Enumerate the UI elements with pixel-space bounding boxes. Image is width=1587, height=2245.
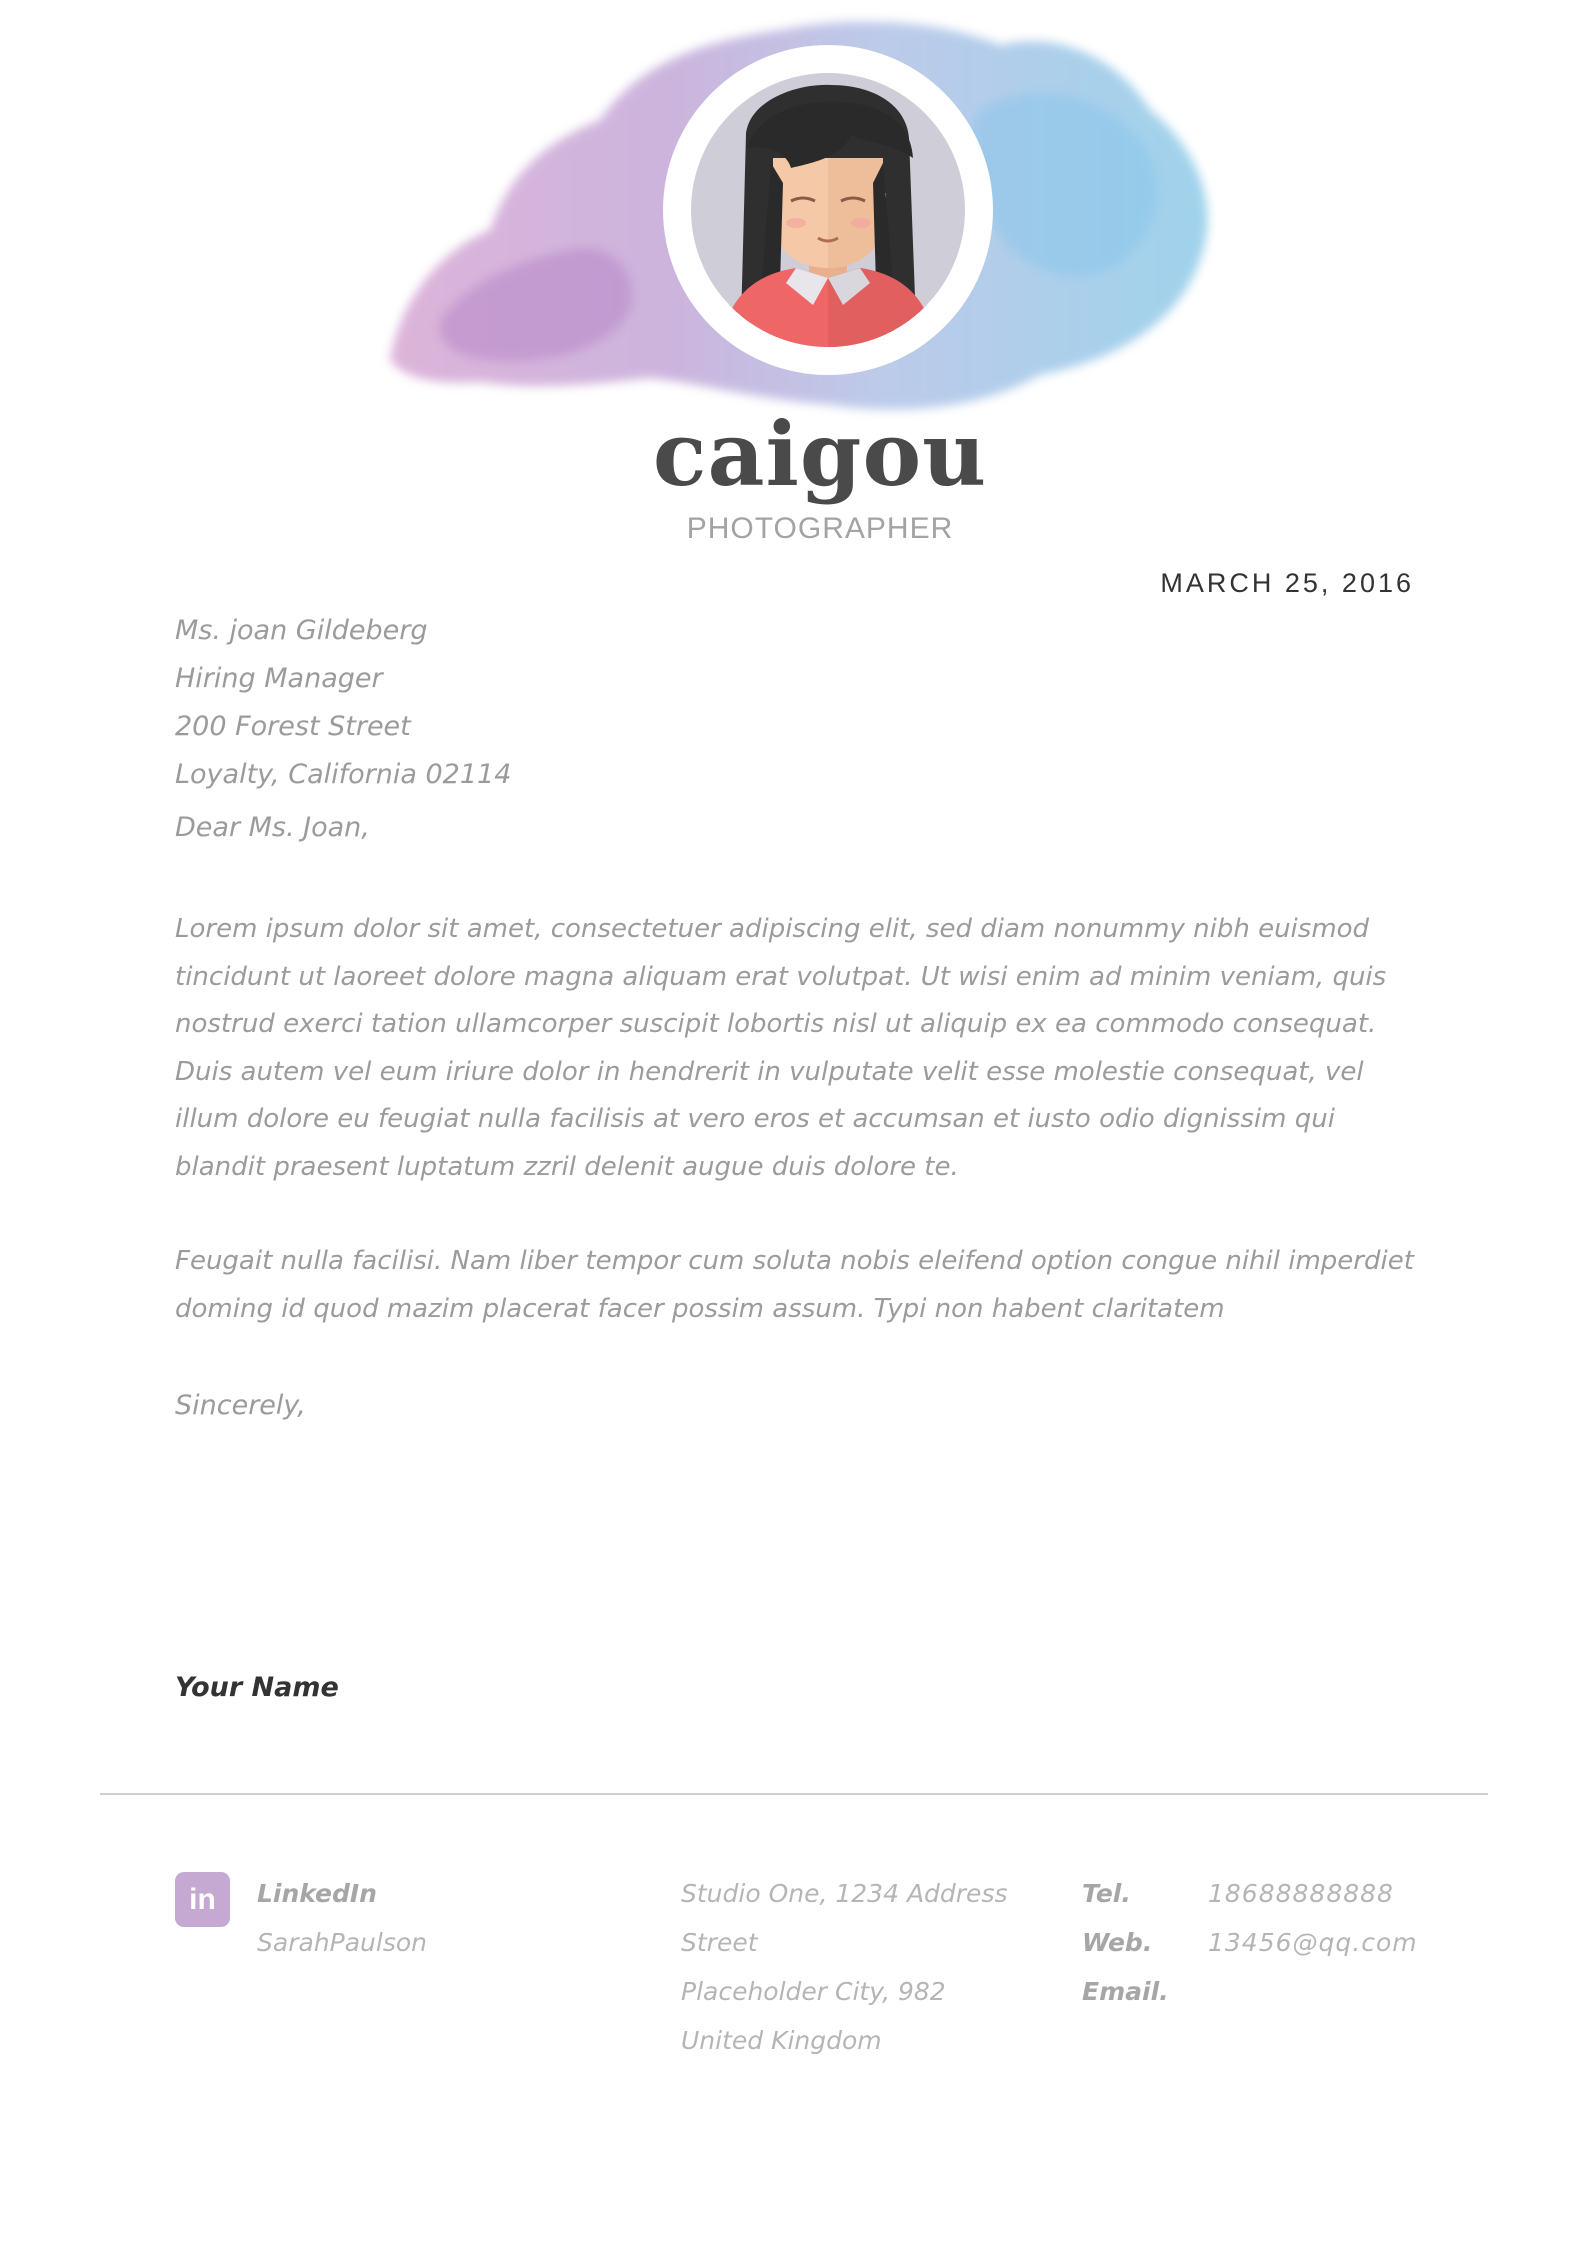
contact-labels: [1082, 1869, 1169, 2016]
linkedin-info: [257, 1869, 427, 1967]
address-line-4: United Kingdom: [681, 2026, 882, 2055]
tel-value[interactable]: 18688888888: [1208, 1879, 1394, 1908]
body-paragraph-2: Feugait nulla facilisi. Nam liber tempor cum soluta nobis eleifend option congue nihil imperdiet doming id quod mazim placerat facer possim assum. Typi non habent claritatem: [175, 1246, 1414, 1324]
contact-values: [1208, 1869, 1418, 1967]
recipient-title: Hiring Manager: [175, 663, 383, 694]
avatar: [663, 45, 993, 375]
tel-label: Tel.: [1082, 1879, 1131, 1908]
web-label: Web.: [1082, 1928, 1153, 1957]
linkedin-icon[interactable]: in: [175, 1872, 230, 1927]
web-value[interactable]: 13456@qq.com: [1208, 1928, 1418, 1957]
avatar-illustration-icon: [691, 73, 965, 347]
body-paragraph-1: Lorem ipsum dolor sit amet, consectetuer adipiscing elit, sed diam nonummy nibh euismod tincidunt ut laoreet dolore magna aliquam erat volutpat. Ut wisi enim ad minim veniam, quis nostrud exerci tation ullamcorper suscipit lobortis nisl ut aliquip ex ea commodo consequat. Duis autem vel eum iriure dolor in hendrerit in vulputate velit esse molestie consequat, vel illum dolore eu feugiat nulla facilisis at vero eros et accumsan et iusto odio dignissim qui blandit praesent luptatum zzril delenit augue duis dolore te.: [175, 914, 1387, 1182]
linkedin-handle[interactable]: SarahPaulson: [257, 1928, 427, 1957]
address-line-1: Studio One, 1234 Address: [681, 1879, 1008, 1908]
address-line-2: Street: [681, 1928, 758, 1957]
closing: Sincerely,: [175, 1390, 306, 1421]
recipient-street: 200 Forest Street: [175, 711, 411, 742]
applicant-role: PHOTOGRAPHER: [686, 512, 954, 545]
footer-divider: [100, 1793, 1488, 1795]
recipient-city: Loyalty, California 02114: [175, 759, 512, 790]
address-block: [681, 1869, 1008, 2065]
recipient-name: Ms. joan Gildeberg: [175, 615, 428, 646]
recipient-block: [175, 607, 511, 799]
linkedin-label: LinkedIn: [257, 1879, 377, 1908]
applicant-name: caigou: [652, 402, 988, 506]
address-line-3: Placeholder City, 982: [681, 1977, 946, 2006]
greeting: Dear Ms. Joan,: [175, 812, 370, 843]
signature-name: Your Name: [175, 1672, 339, 1703]
email-label: Email.: [1082, 1977, 1169, 2006]
letter-date: MARCH 25, 2016: [1160, 568, 1414, 598]
